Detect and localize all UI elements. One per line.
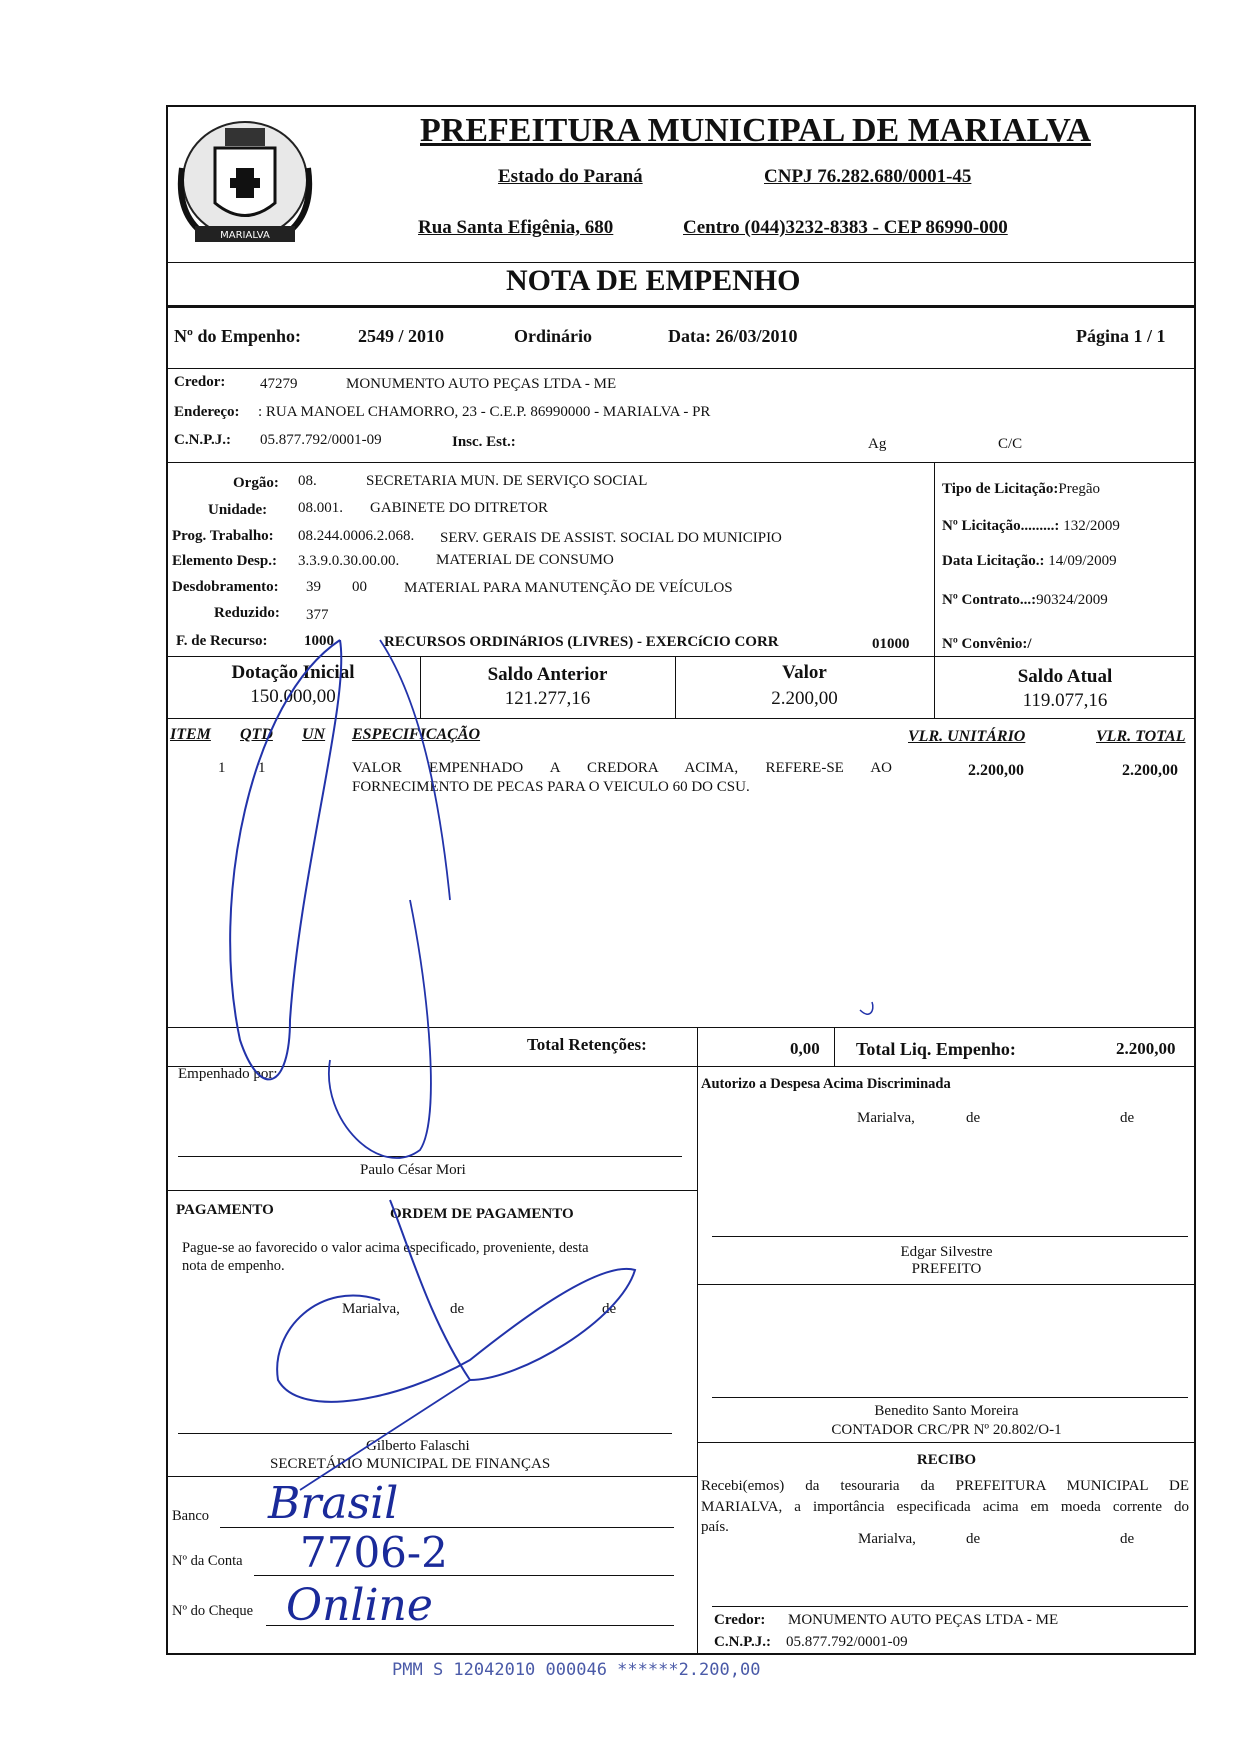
col-qtd: QTD <box>240 726 273 743</box>
dotacao-value: 150.000,00 <box>250 686 336 707</box>
recibo-line1: Recebi(emos) da tesouraria da PREFEITURA MUNICIPAL DE <box>701 1478 1189 1494</box>
recibo-line3: país. <box>701 1519 729 1535</box>
reduzido-label: Reduzido: <box>214 605 280 621</box>
recibo-line2: MARIALVA, a importância especificada acima em moeda corrente do <box>701 1499 1189 1515</box>
doc-title: NOTA DE EMPENHO <box>506 264 801 297</box>
saldo-anterior-value: 121.277,16 <box>504 688 591 709</box>
saldo-atual-value: 119.077,16 <box>1022 690 1108 711</box>
empenho-page: Página 1 / 1 <box>1076 326 1166 346</box>
elem-code: 3.3.9.0.30.00.00. <box>298 553 400 569</box>
unidade-code: 08.001. <box>298 500 343 516</box>
unidade-label: Unidade: <box>208 502 268 518</box>
recibo-cnpj-label: C.N.P.J.: <box>714 1634 771 1650</box>
recurso-label: F. de Recurso: <box>176 633 268 649</box>
contador-name: Benedito Santo Moreira <box>874 1403 1019 1419</box>
banco-value: Brasil <box>268 1478 399 1529</box>
header-state: Estado do Paraná <box>498 166 643 187</box>
recibo-marialva: Marialva, <box>858 1531 916 1547</box>
prefeito-role: PREFEITO <box>911 1261 982 1277</box>
col-un: UN <box>302 726 326 743</box>
orgao-code: 08. <box>298 473 317 489</box>
credor-name: MONUMENTO AUTO PEÇAS LTDA - ME <box>346 376 617 392</box>
seal-text: MARIALVA <box>220 230 270 241</box>
lic-tipo: Tipo de Licitação:Pregão <box>942 481 1101 497</box>
retencoes-label: Total Retenções: <box>527 1035 647 1054</box>
right-de2: de <box>1120 1110 1135 1126</box>
col-espec: ESPECIFICAÇÃO <box>352 726 481 743</box>
empenho-number: 2549 / 2010 <box>358 326 445 346</box>
lic-data: Data Licitação.: 14/09/2009 <box>942 553 1117 569</box>
prog-label: Prog. Trabalho: <box>172 528 274 544</box>
bank-stamp: PMM S 12042010 000046 ******2.200,00 <box>392 1660 761 1680</box>
insc-label: Insc. Est.: <box>452 434 516 450</box>
empenhado-label: Empenhado por: <box>178 1066 278 1082</box>
ag-label: Ag <box>868 436 887 452</box>
desd-label: Desdobramento: <box>172 579 279 595</box>
item-total: 2.200,00 <box>1122 762 1178 779</box>
recibo-credor-label: Credor: <box>714 1612 766 1628</box>
lic-contrato: Nº Contrato...:90324/2009 <box>942 592 1108 608</box>
prog-name: SERV. GERAIS DE ASSIST. SOCIAL DO MUNICIPIO <box>440 530 782 546</box>
lic-num: Nº Licitação.........: 132/2009 <box>942 518 1120 534</box>
cc-label: C/C <box>998 436 1023 452</box>
right-marialva: Marialva, <box>857 1110 915 1126</box>
cheque-value: Online <box>286 1580 433 1631</box>
credor-label: Credor: <box>174 374 226 390</box>
cnpj-value: 05.877.792/0001-09 <box>260 432 382 448</box>
retencoes-value: 0,00 <box>790 1039 820 1058</box>
pague-line2: nota de empenho. <box>182 1258 285 1274</box>
liq-label: Total Liq. Empenho: <box>856 1039 1016 1059</box>
col-item: ITEM <box>170 726 211 743</box>
desd-code: 39 <box>306 579 321 595</box>
prog-code: 08.244.0006.2.068. <box>298 528 415 544</box>
signer2-name: Gilberto Falaschi <box>366 1438 470 1454</box>
pague-line1: Pague-se ao favorecido o valor acima especificado, proveniente, desta <box>182 1240 589 1256</box>
item-num: 1 <box>218 760 226 776</box>
conta-value: 7706-2 <box>300 1528 448 1577</box>
saldo-anterior-label: Saldo Anterior <box>487 664 608 685</box>
dotacao-label: Dotação Inicial <box>231 662 355 683</box>
elem-label: Elemento Desp.: <box>172 553 277 569</box>
left-de2: de <box>602 1301 617 1317</box>
signer2-role: SECRETÁRIO MUNICIPAL DE FINANÇAS <box>270 1456 551 1472</box>
item-unit: 2.200,00 <box>968 762 1024 779</box>
orgao-label: Orgão: <box>233 475 279 491</box>
elem-name: MATERIAL DE CONSUMO <box>436 552 614 568</box>
empenho-label: Nº do Empenho: <box>174 326 301 346</box>
ordem-title: ORDEM DE PAGAMENTO <box>390 1206 574 1222</box>
col-unit: VLR. UNITÁRIO <box>908 728 1026 745</box>
valor-value: 2.200,00 <box>771 688 838 709</box>
recibo-de2: de <box>1120 1531 1135 1547</box>
recurso-code: 1000 <box>304 633 334 649</box>
desd-name: MATERIAL PARA MANUTENÇÃO DE VEÍCULOS <box>404 580 733 596</box>
empenho-type: Ordinário <box>514 326 593 346</box>
left-marialva: Marialva, <box>342 1301 400 1317</box>
recibo-credor-name: MONUMENTO AUTO PEÇAS LTDA - ME <box>788 1612 1059 1628</box>
recibo-title: RECIBO <box>916 1452 977 1468</box>
valor-label: Valor <box>782 662 827 683</box>
credor-code: 47279 <box>260 376 298 392</box>
orgao-name: SECRETARIA MUN. DE SERVIÇO SOCIAL <box>366 473 648 489</box>
left-de1: de <box>450 1301 465 1317</box>
autorizo-text: Autorizo a Despesa Acima Discriminada <box>701 1076 951 1092</box>
recurso-num: 01000 <box>872 636 910 652</box>
cheque-label: Nº do Cheque <box>172 1603 254 1619</box>
desd-sub: 00 <box>352 579 367 595</box>
header-contact: Centro (044)3232-8383 - CEP 86990-000 <box>683 217 1008 238</box>
recibo-cnpj-value: 05.877.792/0001-09 <box>786 1634 908 1650</box>
item-desc-line2: FORNECIMENTO DE PECAS PARA O VEICULO 60 DO CSU. <box>352 779 750 795</box>
item-desc-line1: VALOR EMPENHADO A CREDORA ACIMA, REFERE-SE AO <box>352 760 892 776</box>
address-label: Endereço: <box>174 404 240 420</box>
saldo-atual-label: Saldo Atual <box>1017 666 1113 687</box>
pagamento-title: PAGAMENTO <box>176 1202 274 1218</box>
recurso-name: RECURSOS ORDINáRIOS (LIVRES) - EXERCíCIO CORR <box>384 634 779 650</box>
signer1-name: Paulo César Mori <box>360 1162 466 1178</box>
conta-label: Nº da Conta <box>172 1553 243 1569</box>
right-de1: de <box>966 1110 981 1126</box>
lic-convenio: Nº Convênio:/ <box>942 636 1032 652</box>
unidade-name: GABINETE DO DITRETOR <box>370 500 549 516</box>
recibo-de1: de <box>966 1531 981 1547</box>
empenho-date: Data: 26/03/2010 <box>668 326 798 346</box>
header-street: Rua Santa Efigênia, 680 <box>418 217 614 238</box>
header-cnpj: CNPJ 76.282.680/0001-45 <box>764 166 972 187</box>
address-value: : RUA MANOEL CHAMORRO, 23 - C.E.P. 86990000 - MARIALVA - PR <box>258 404 711 420</box>
banco-label: Banco <box>172 1508 210 1524</box>
reduzido-code: 377 <box>306 607 329 623</box>
contador-role: CONTADOR CRC/PR Nº 20.802/O-1 <box>831 1422 1062 1438</box>
col-total: VLR. TOTAL <box>1096 728 1186 745</box>
cnpj-label: C.N.P.J.: <box>174 432 231 448</box>
prefeito-name: Edgar Silvestre <box>900 1244 993 1260</box>
liq-value: 2.200,00 <box>1116 1039 1176 1058</box>
item-qtd: 1 <box>258 760 266 776</box>
header-title: PREFEITURA MUNICIPAL DE MARIALVA <box>420 112 1091 149</box>
